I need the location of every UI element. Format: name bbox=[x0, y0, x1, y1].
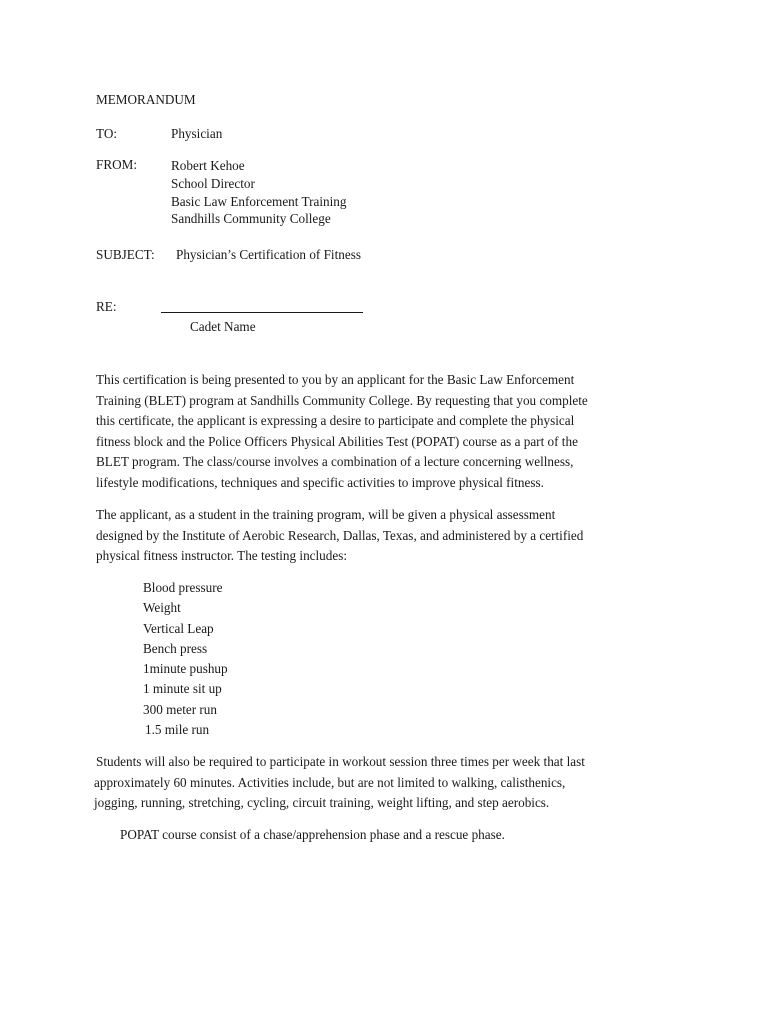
paragraph-line: Students will also be required to participate in workout session three times per week that last bbox=[96, 754, 585, 769]
memo-title: MEMORANDUM bbox=[96, 92, 196, 107]
paragraph-line: physical fitness instructor. The testing includes: bbox=[96, 548, 348, 563]
test-list bbox=[143, 578, 228, 740]
cadet-name-signature-line bbox=[161, 312, 363, 313]
from-line: School Director bbox=[171, 176, 255, 191]
paragraph-line: Training (BLET) program at Sandhills Community College. By requesting that you complete bbox=[96, 392, 588, 408]
paragraph-line: designed by the Institute of Aerobic Research, Dallas, Texas, and administered by a certified bbox=[96, 527, 584, 543]
paragraph-line: lifestyle modifications, techniques and specific activities to improve physical fitness. bbox=[96, 474, 544, 490]
paragraph-assessment bbox=[96, 505, 656, 567]
paragraph-line: fitness block and the Police Officers Physical Abilities Test (POPAT) course as a part of the bbox=[96, 433, 578, 449]
subject-value: Physician’s Certification of Fitness bbox=[176, 247, 361, 262]
paragraph-line: The applicant, as a student in the training program, will be given a physical assessment bbox=[96, 507, 556, 522]
list-item: 1minute pushup bbox=[143, 661, 228, 677]
paragraph-line: approximately 60 minutes. Activities include, but are not limited to walking, calisthenics, bbox=[94, 774, 566, 790]
list-item: Blood pressure bbox=[143, 580, 223, 595]
list-item: 1 minute sit up bbox=[143, 681, 222, 697]
list-item: Bench press bbox=[143, 640, 208, 656]
list-item: Weight bbox=[143, 600, 181, 616]
list-item: 1.5 mile run bbox=[145, 722, 210, 738]
re-label: RE: bbox=[96, 299, 117, 314]
paragraph-intro bbox=[96, 370, 656, 493]
from-line: Sandhills Community College bbox=[171, 211, 331, 226]
from-label: FROM: bbox=[96, 157, 138, 172]
paragraph-line: This certification is being presented to you by an applicant for the Basic Law Enforcement bbox=[96, 372, 575, 387]
paragraph-line: BLET program. The class/course involves a combination of a lecture concerning wellness, bbox=[96, 454, 574, 469]
list-item: Vertical Leap bbox=[143, 620, 214, 636]
list-item: 300 meter run bbox=[143, 701, 217, 717]
paragraph-popat: POPAT course consist of a chase/apprehension phase and a rescue phase. bbox=[120, 827, 505, 842]
subject-label: SUBJECT: bbox=[96, 247, 155, 262]
cadet-name-label: Cadet Name bbox=[190, 319, 256, 334]
to-label: TO: bbox=[96, 126, 118, 141]
paragraph-line: this certificate, the applicant is expressing a desire to participate and complete the physical bbox=[96, 413, 575, 428]
from-line: Basic Law Enforcement Training bbox=[171, 194, 347, 209]
to-value: Physician bbox=[171, 126, 223, 141]
paragraph-workout bbox=[96, 752, 656, 814]
from-line: Robert Kehoe bbox=[171, 158, 245, 173]
paragraph-line: jogging, running, stretching, cycling, circuit training, weight lifting, and step aerobics. bbox=[94, 795, 550, 810]
